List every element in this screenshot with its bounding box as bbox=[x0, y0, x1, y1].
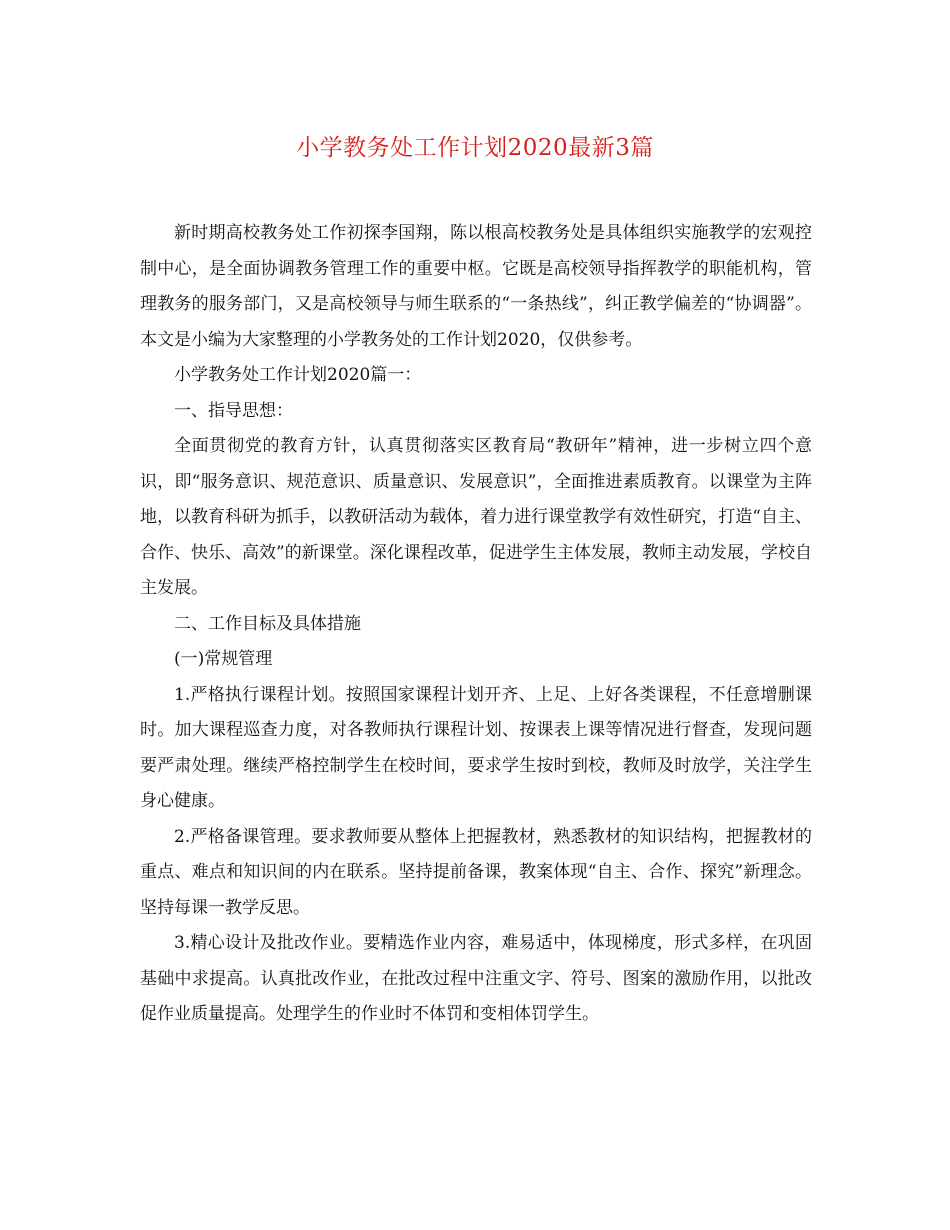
document-title: 小学教务处工作计划2020最新3篇 bbox=[296, 135, 654, 161]
heading-routine-management: (一)常规管理 bbox=[174, 649, 273, 669]
item-lesson-preparation: 2.严格备课管理。要求教师要从整体上把握教材，熟悉教材的知识结构，把握教材的重点、难点和知识间的内在联系。坚持提前备课，教案体现“自主、合作、探究”新理念。坚持每课一教学反思。 bbox=[140, 826, 812, 918]
item-course-plan: 1.严格执行课程计划。按照国家课程计划开齐、上足、上好各类课程，不任意增删课时。加大课程巡查力度，对各教师执行课程计划、按课表上课等情况进行督查，发现问题要严肃处理。继续严格控制学生在校时间，要求学生按时到校，教师及时放学，关注学生身心健康。 bbox=[140, 684, 812, 811]
item-homework: 3.精心设计及批改作业。要精选作业内容，难易适中，体现梯度，形式多样，在巩固基础中求提高。认真批改作业，在批改过程中注重文字、符号、图案的激励作用，以批改促作业质量提高。处理学生的作业时不体罚和变相体罚学生。 bbox=[140, 933, 812, 1024]
section-heading-part-one: 小学教务处工作计划2020篇一： bbox=[174, 365, 422, 385]
guiding-ideology-paragraph: 全面贯彻党的教育方针，认真贯彻落实区教育局“教研年”精神，进一步树立四个意识，即“服务意识、规范意识、质量意识、发展意识”，全面推进素质教育。以课堂为主阵地，以教育科研为抓手，以教研活动为载体，着力进行课堂教学有效性研究，打造“自主、合作、快乐、高效”的新课堂。深化课程改革，促进学生主体发展，教师主动发展，学校自主发展。 bbox=[140, 436, 812, 598]
heading-work-goals: 二、工作目标及具体措施 bbox=[174, 613, 361, 634]
document-body bbox=[140, 216, 812, 1033]
heading-guiding-ideology: 一、指导思想： bbox=[174, 400, 293, 421]
intro-paragraph: 新时期高校教务处工作初探李国翔，陈以根高校教务处是具体组织实施教学的宏观控制中心，是全面协调教务管理工作的重要中枢。它既是高校领导指挥教学的职能机构，管理教务的服务部门，又是高校领导与师生联系的“一条热线”，纠正教学偏差的“协调器”。本文是小编为大家整理的小学教务处的工作计划2020，仅供参考。 bbox=[140, 223, 812, 350]
